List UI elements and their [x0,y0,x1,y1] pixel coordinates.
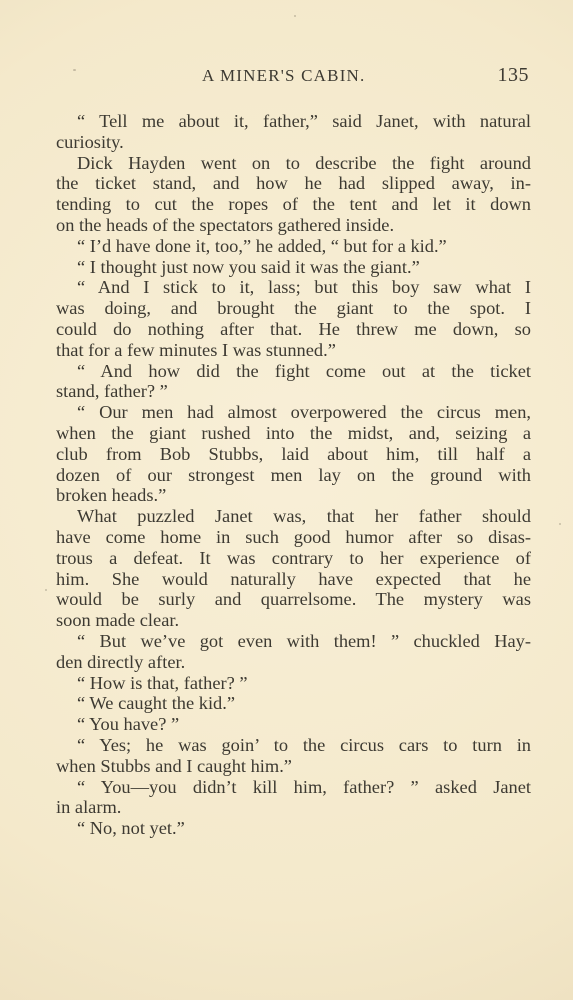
text-line: when Stubbs and I caught him.” [56,755,292,776]
text-line: tending to cut the ropes of the tent and let it down [56,194,531,215]
text-line: on the heads of the spectators gathered inside. [56,214,395,235]
running-title: A MINER'S CABIN. [202,66,366,85]
text-line: have come home in such good humor after so disas- [56,526,531,547]
paper-speck [45,589,47,591]
text-line: trous a defeat. It was contrary to her experience of [56,547,531,568]
text-line: that for a few minutes I was stunned.” [56,339,336,360]
text-line: “ But we’ve got even with them! ” chuckled Hay- [77,630,531,651]
text-line: when the giant rushed into the midst, and, seizing a [56,422,531,443]
text-line: “ And I stick to it, lass; but this boy saw what I [77,277,531,298]
body-text [56,111,531,839]
text-line: broken heads.” [56,485,167,506]
text-line: club from Bob Stubbs, laid about him, till half a [56,443,531,464]
text-line: What puzzled Janet was, that her father should [77,506,531,527]
page-header [56,66,531,94]
text-line: “ I thought just now you said it was the giant.” [77,256,420,277]
paper-speck [559,523,561,525]
text-line: was doing, and brought the giant to the spot. I [56,298,531,319]
text-line: “ You—you didn’t kill him, father? ” asked Janet [77,776,531,797]
text-line: soon made clear. [56,610,180,631]
text-line: “ I’d have done it, too,” he added, “ but for a kid.” [77,235,447,256]
text-line: “ Tell me about it, father,” said Janet, with natural [77,111,531,131]
text-line: “ You have? ” [77,714,180,735]
text-line: curiosity. [56,131,124,152]
text-line: “ Yes; he was goin’ to the circus cars to turn in [77,734,531,755]
text-line: could do nothing after that. He threw me down, so [56,318,531,339]
text-line: “ And how did the fight come out at the ticket [77,360,531,381]
text-line: den directly after. [56,651,186,672]
text-line: in alarm. [56,797,122,818]
text-line: dozen of our strongest men lay on the ground with [56,464,531,485]
text-line: stand, father? ” [56,381,168,402]
text-line: “ How is that, father? ” [77,672,248,693]
text-line: “ Our men had almost overpowered the circus men, [77,402,531,423]
page-number: 135 [497,64,529,86]
paper-speck [294,15,296,17]
text-line: “ No, not yet.” [77,818,185,839]
text-line: “ We caught the kid.” [77,693,236,714]
text-line: would be surly and quarrelsome. The mystery was [56,589,531,610]
text-line: him. She would naturally have expected that he [56,568,531,589]
text-line: Dick Hayden went on to describe the fight around [77,152,531,173]
text-line: the ticket stand, and how he had slipped away, in- [56,173,531,194]
